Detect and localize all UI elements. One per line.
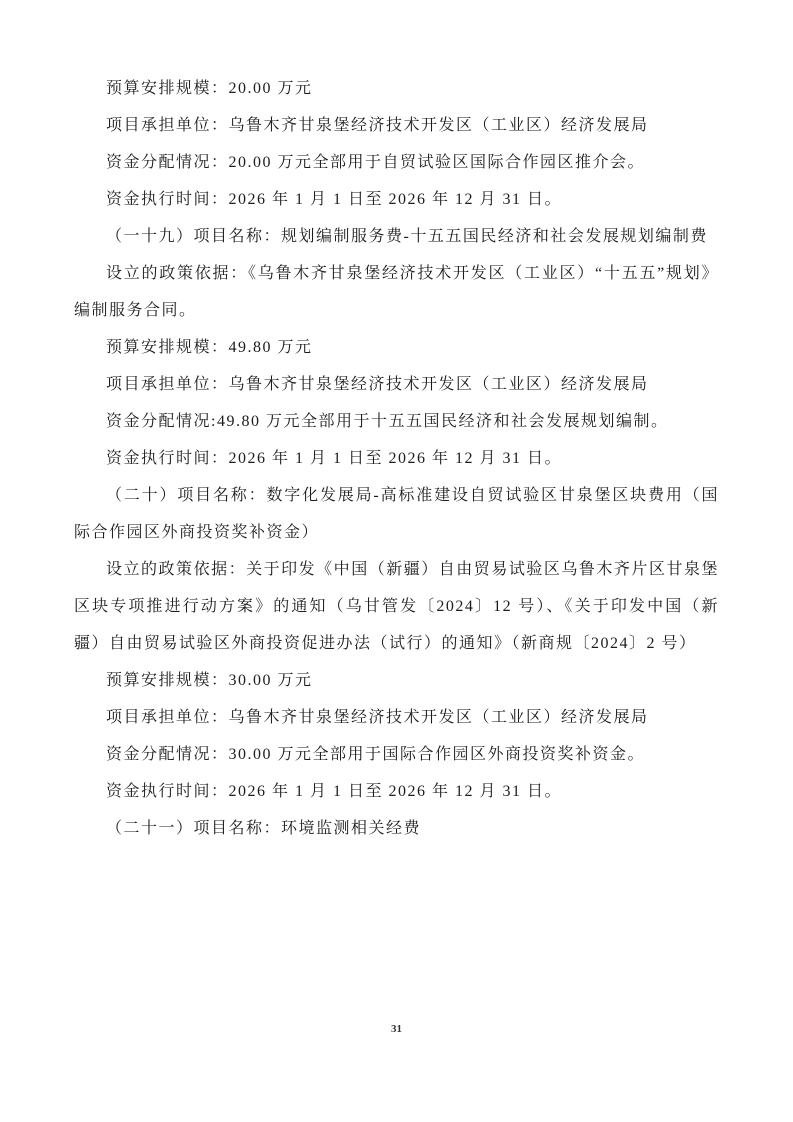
paragraph: 资金执行时间：2026 年 1 月 1 日至 2026 年 12 月 31 日。 <box>106 191 563 208</box>
paragraph: 资金分配情况：30.00 万元全部用于国际合作园区外商投资奖补资金。 <box>106 746 646 763</box>
paragraph: 资金分配情况:49.80 万元全部用于十五五国民经济和社会发展规划编制。 <box>106 413 669 430</box>
page-number: 31 <box>391 1023 402 1035</box>
paragraph: 项目承担单位：乌鲁木齐甘泉堡经济技术开发区（工业区）经济发展局 <box>106 117 649 134</box>
paragraph: 项目承担单位：乌鲁木齐甘泉堡经济技术开发区（工业区）经济发展局 <box>106 376 649 393</box>
paragraph: 设立的政策依据：关于印发《中国（新疆）自由贸易试验区乌鲁木齐片区甘泉堡区块专项推进行动方案》的通知（乌甘管发〔2024〕12 号）、《关于印发中国（新疆）自由贸易试验区外商投资促进办法（试行）的通知》（新商规〔2024〕2 号） <box>74 561 719 652</box>
paragraph: 预算安排规模：20.00 万元 <box>106 80 313 97</box>
paragraph: （二十一）项目名称：环境监测相关经费 <box>106 820 422 837</box>
paragraph: 资金分配情况：20.00 万元全部用于自贸试验区国际合作园区推介会。 <box>106 154 646 171</box>
paragraph: （一十九）项目名称：规划编制服务费-十五五国民经济和社会发展规划编制费 <box>106 228 708 245</box>
paragraph: 预算安排规模：30.00 万元 <box>106 672 313 689</box>
paragraph: 资金执行时间：2026 年 1 月 1 日至 2026 年 12 月 31 日。 <box>106 783 563 800</box>
paragraph: 项目承担单位：乌鲁木齐甘泉堡经济技术开发区（工业区）经济发展局 <box>106 709 649 726</box>
paragraph: 资金执行时间：2026 年 1 月 1 日至 2026 年 12 月 31 日。 <box>106 450 563 467</box>
paragraph: （二十）项目名称：数字化发展局-高标准建设自贸试验区甘泉堡区块费用（国际合作园区外商投资奖补资金） <box>74 487 719 541</box>
document-body <box>74 70 719 847</box>
paragraph: 预算安排规模：49.80 万元 <box>106 339 313 356</box>
paragraph: 设立的政策依据：《乌鲁木齐甘泉堡经济技术开发区（工业区）“十五五”规划》编制服务合同。 <box>74 265 719 319</box>
